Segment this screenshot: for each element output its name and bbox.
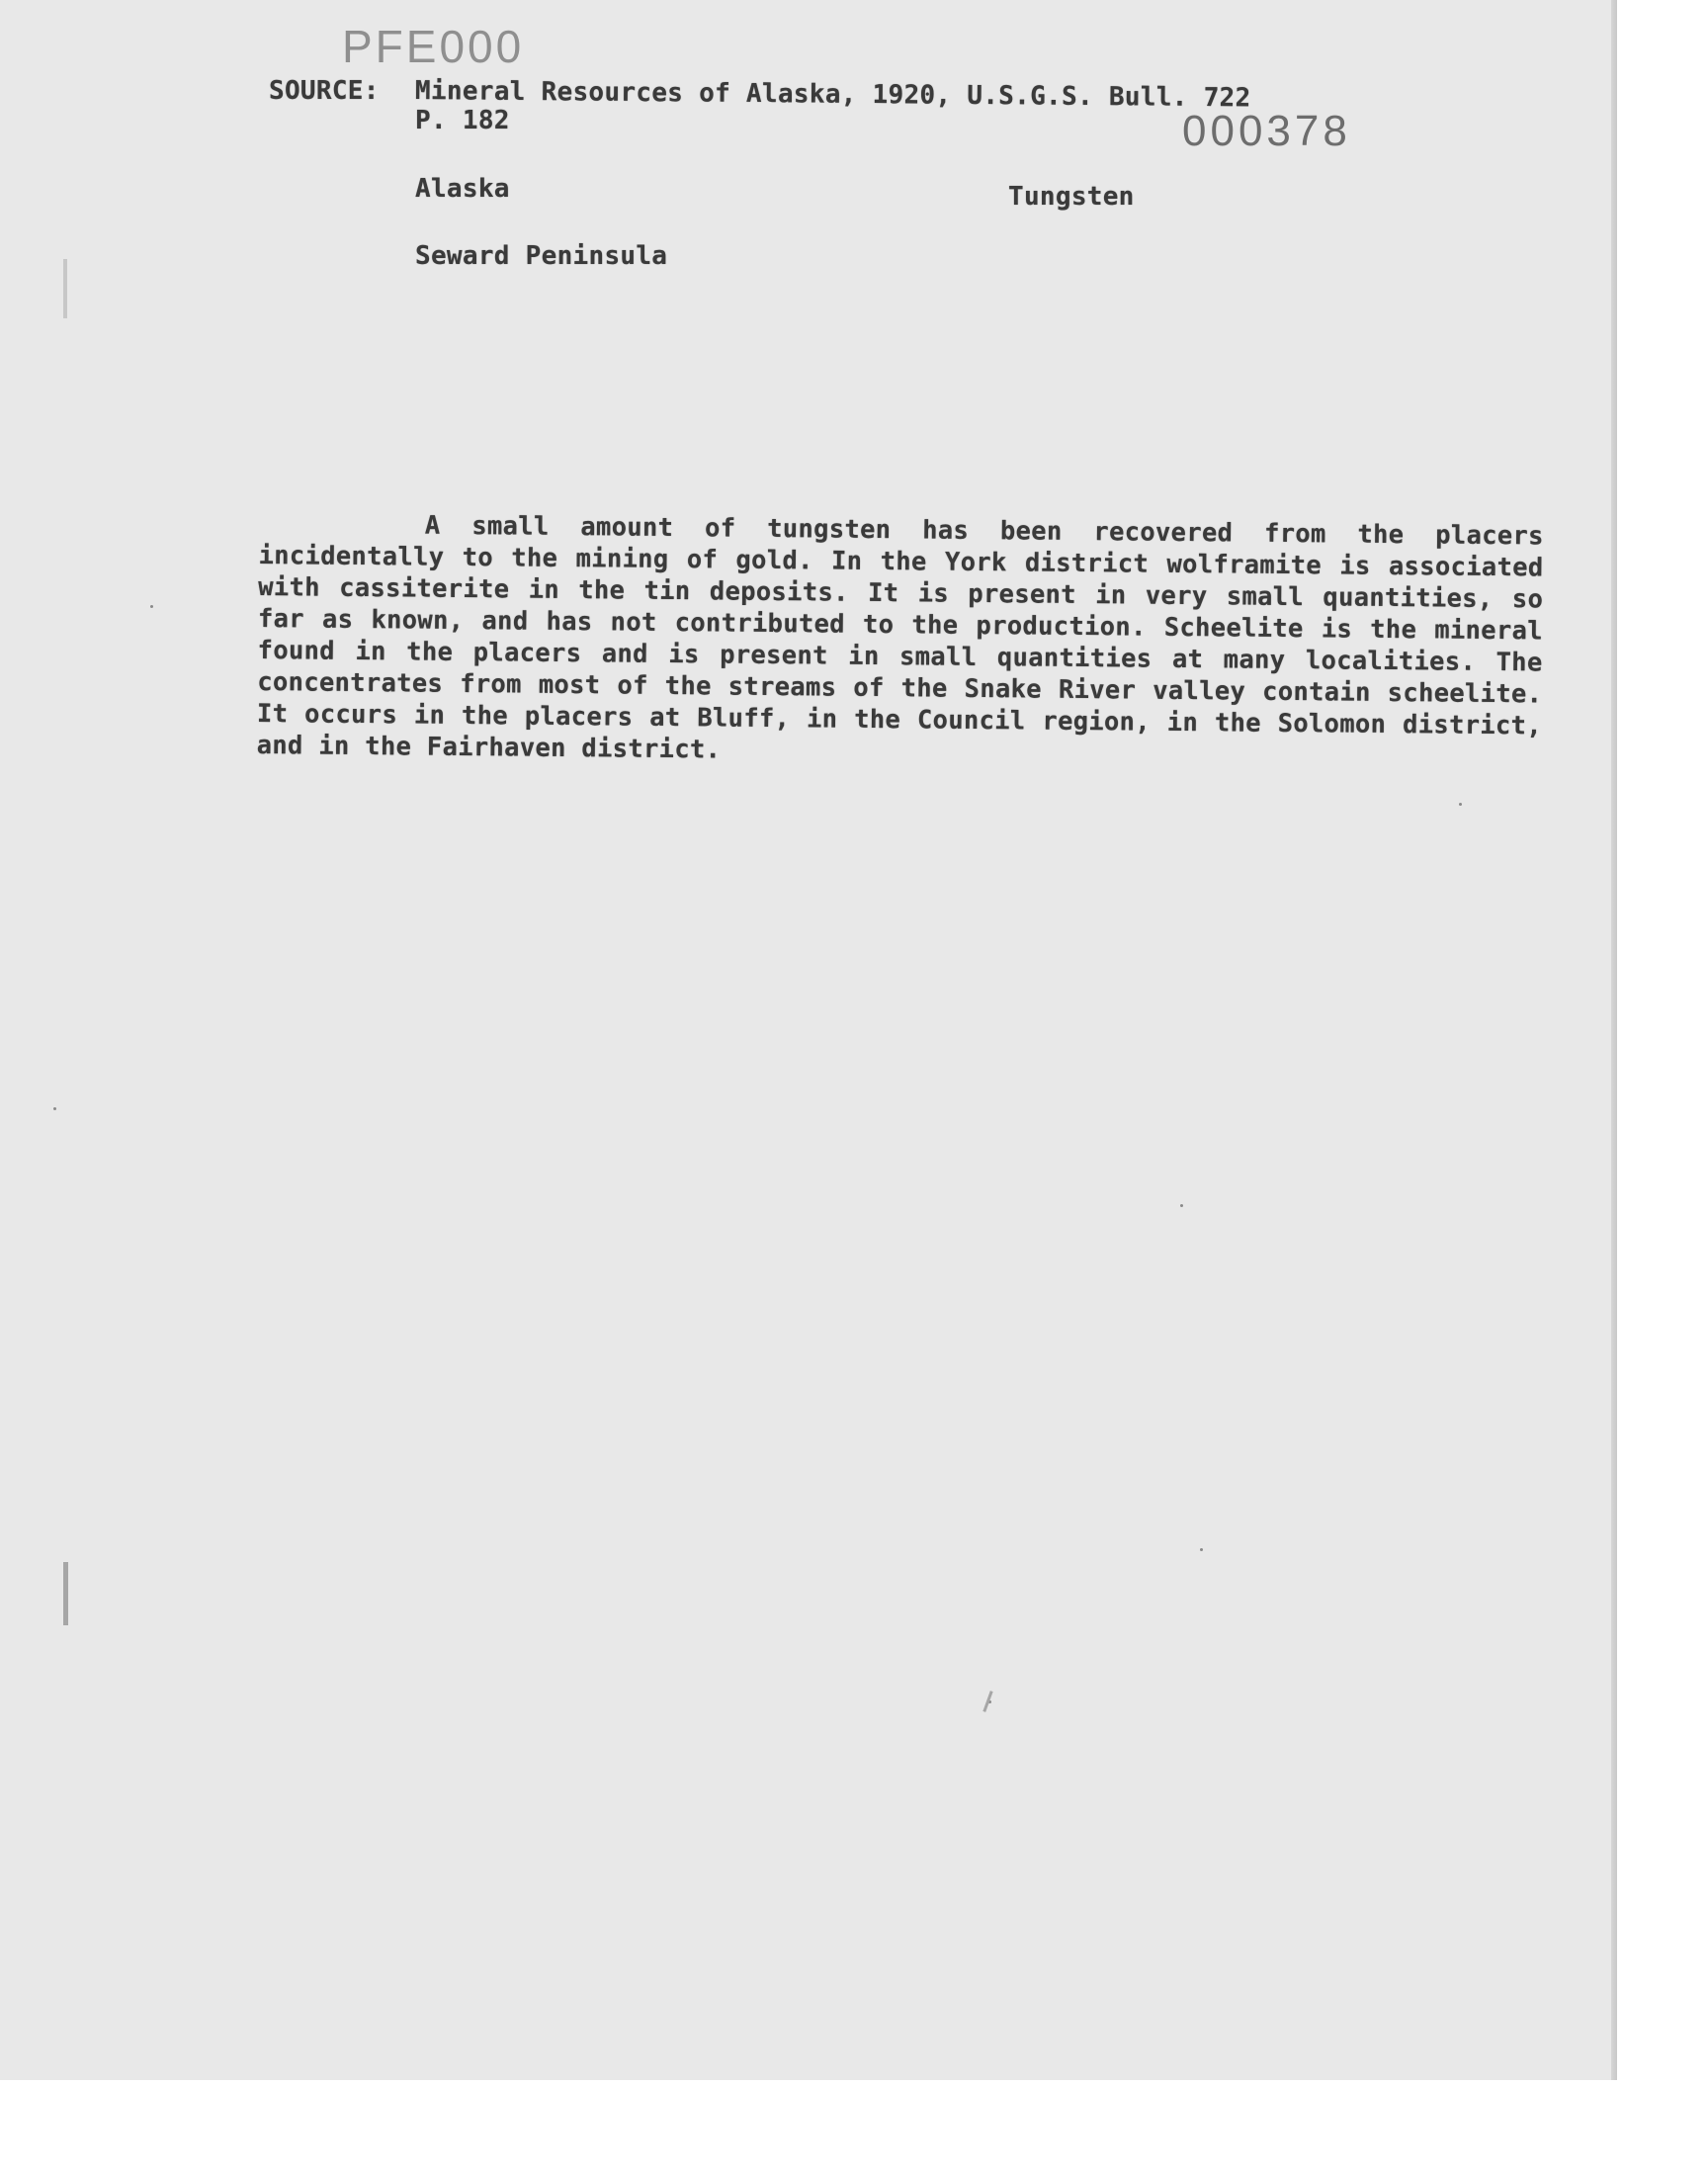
body-paragraph: A small amount of tungsten has been recovered from the placers incidentally to the mining of gold. In the York district wolframite is associated with cassiterite in the tin deposits. It is present in very small quantities, so far as known, and has not contributed to the production. Scheelite is the mineral found in the placers and is present in small quantities at many localities. The concentrates from most of the streams of the Snake River valley contain scheelite. It occurs in the placers at Bluff, in the Council region, in the Solomon district, and in the Fairhaven district. (256, 510, 1544, 765)
scan-mark (982, 1691, 992, 1712)
scan-mark (63, 1562, 68, 1625)
source-label: SOURCE: (269, 76, 380, 106)
state-heading: Alaska (415, 174, 510, 204)
scan-speck (150, 605, 153, 608)
scan-speck (1180, 1204, 1183, 1207)
document-number: 000378 (1182, 107, 1351, 155)
page-edge (1611, 0, 1617, 2080)
scan-speck (53, 1107, 56, 1110)
scan-mark (63, 259, 67, 318)
scan-speck (1459, 803, 1462, 806)
source-page: P. 182 (415, 106, 510, 135)
region-heading: Seward Peninsula (415, 241, 668, 271)
commodity-heading: Tungsten (1008, 182, 1135, 212)
handwritten-code: PFE000 (342, 21, 525, 72)
scan-speck (1200, 1548, 1203, 1551)
source-title: Mineral Resources of Alaska, 1920, U.S.G.S. Bull. 722 (414, 76, 1251, 114)
